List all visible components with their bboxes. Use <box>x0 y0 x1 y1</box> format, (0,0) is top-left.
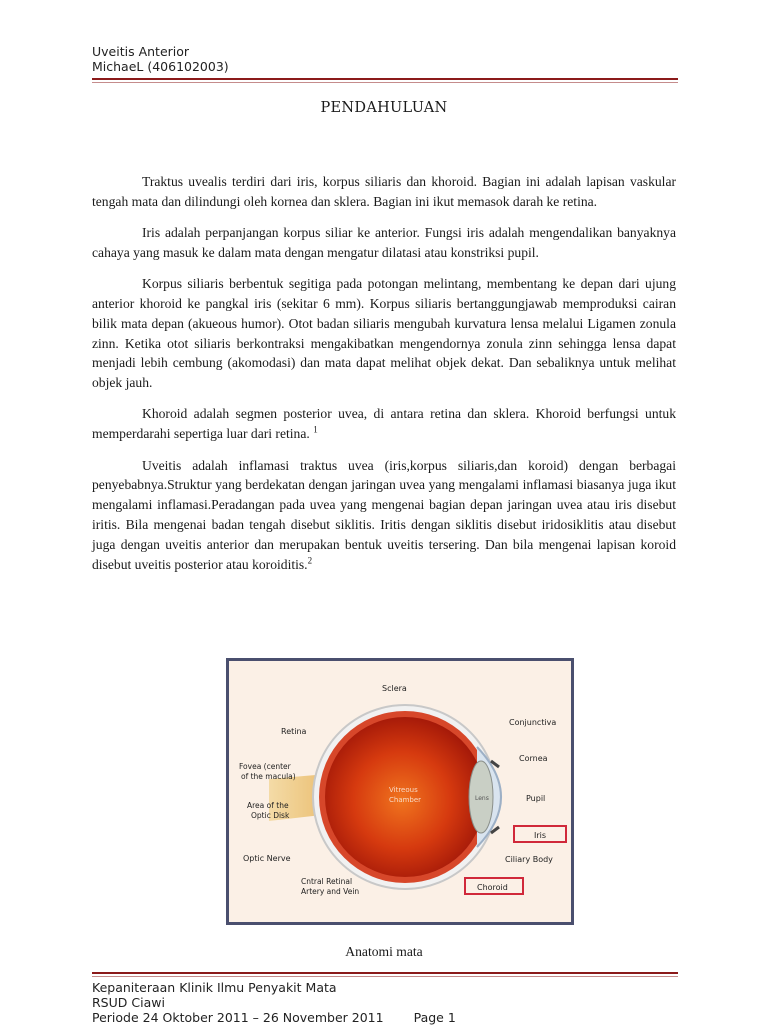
label-fovea-cont: of the macula) <box>241 772 296 781</box>
header-author: MichaeL (406102003) <box>92 59 229 74</box>
label-ciliary-body: Ciliary Body <box>505 855 553 864</box>
label-cornea: Cornea <box>519 754 548 763</box>
label-vitreous-cont: Chamber <box>389 796 422 804</box>
label-artery-cont: Artery and Vein <box>301 887 360 896</box>
figure-caption: Anatomi mata <box>345 944 423 959</box>
footer-period: Periode 24 Oktober 2011 – 26 November 2011 <box>92 1010 384 1025</box>
label-retina: Retina <box>281 727 307 736</box>
label-optic-disk: Area of the <box>247 801 289 810</box>
paragraph: Traktus uvealis terdiri dari iris, korpus siliaris dan khoroid. Bagian ini adalah lapisan vaskular tengah mata dan dilindungi oleh kornea dan sklera. Bagian ini ikut memasok darah ke retina. <box>92 174 676 209</box>
label-optic-disk-cont: Optic Disk <box>251 811 290 820</box>
reference-marker: 1 <box>313 424 318 435</box>
label-lens: Lens <box>475 795 489 802</box>
body-text <box>92 172 676 586</box>
page-footer <box>92 980 678 1025</box>
paragraph: Uveitis adalah inflamasi traktus uvea (iris,korpus siliaris,dan koroid) dengan berbagai penyebabnya.Struktur yang berdekatan dengan jaringan uvea yang mengalami inflamasi biasanya juga ikut mengalami inflamasi.Peradangan pada uvea yang mengenai bagian depan jaringan uvea atau iris disebut iritis. Bila mengenai badan tengah disebut siklitis. Iritis dengan siklitis disebut iridosiklitis atau disebut juga dengan uveitis anterior dan merupakan bentuk uveitis tersering. Dan bila mengenai lapisan koroid disebut uveitis posterior atau koroiditis.$^2$ <box>92 457 676 572</box>
reference-marker: 2 <box>307 555 313 566</box>
label-conjunctiva: Conjunctiva <box>509 718 557 727</box>
footer-period-row <box>92 1010 678 1025</box>
label-choroid: Choroid <box>477 883 508 892</box>
label-fovea: Fovea (center <box>239 762 291 771</box>
eye-anatomy-figure <box>226 658 574 925</box>
label-vitreous: Vitreous <box>389 786 418 794</box>
section-title: PENDAHULUAN <box>320 100 448 116</box>
footer-hospital: RSUD Ciawi <box>92 995 165 1010</box>
header-document-title: Uveitis Anterior <box>92 44 190 59</box>
page-number: Page 1 <box>413 1010 456 1025</box>
label-iris: Iris <box>534 831 547 840</box>
page-header <box>92 44 678 74</box>
paragraph: Iris adalah perpanjangan korpus siliar ke anterior. Fungsi iris adalah mengendalikan banyaknya cahaya yang masuk ke dalam mata dengan mengatur dilatasi atau konstriksi pupil. <box>92 225 676 260</box>
footer-rule <box>92 972 678 974</box>
label-sclera: Sclera <box>382 684 407 693</box>
label-optic-nerve: Optic Nerve <box>243 854 291 863</box>
paragraph: Khoroid adalah segmen posterior uvea, di antara retina dan sklera. Khoroid berfungsi untuk memperdarahi sepertiga luar dari retina. $^1$ <box>92 406 676 442</box>
paragraph: Korpus siliaris berbentuk segitiga pada potongan melintang, membentang ke depan dari ujung anterior khoroid ke pangkal iris (sekitar 6 mm). Korpus siliaris bertanggungjawab memproduksi cairan bilik mata depan (akueous humor). Otot badan siliaris mengubah kurvatura lensa melalui Ligamen zonula zinn. Ketika otot siliaris berkontraksi mengakibatkan mengendornya zonula zinn sehingga lensa dapat menjadi lebih cembung (akomodasi) dan mata dapat melihat objek dekat. Dan sebaliknya untuk melihat objek jauh. <box>92 276 676 391</box>
header-rule <box>92 78 678 80</box>
label-pupil: Pupil <box>526 794 546 803</box>
footer-rule-thin <box>92 976 678 977</box>
eye-anatomy-diagram <box>229 661 571 922</box>
header-rule-thin <box>92 82 678 83</box>
footer-department: Kepaniteraan Klinik Ilmu Penyakit Mata <box>92 980 337 995</box>
label-artery: Cntral Retinal <box>301 877 353 886</box>
